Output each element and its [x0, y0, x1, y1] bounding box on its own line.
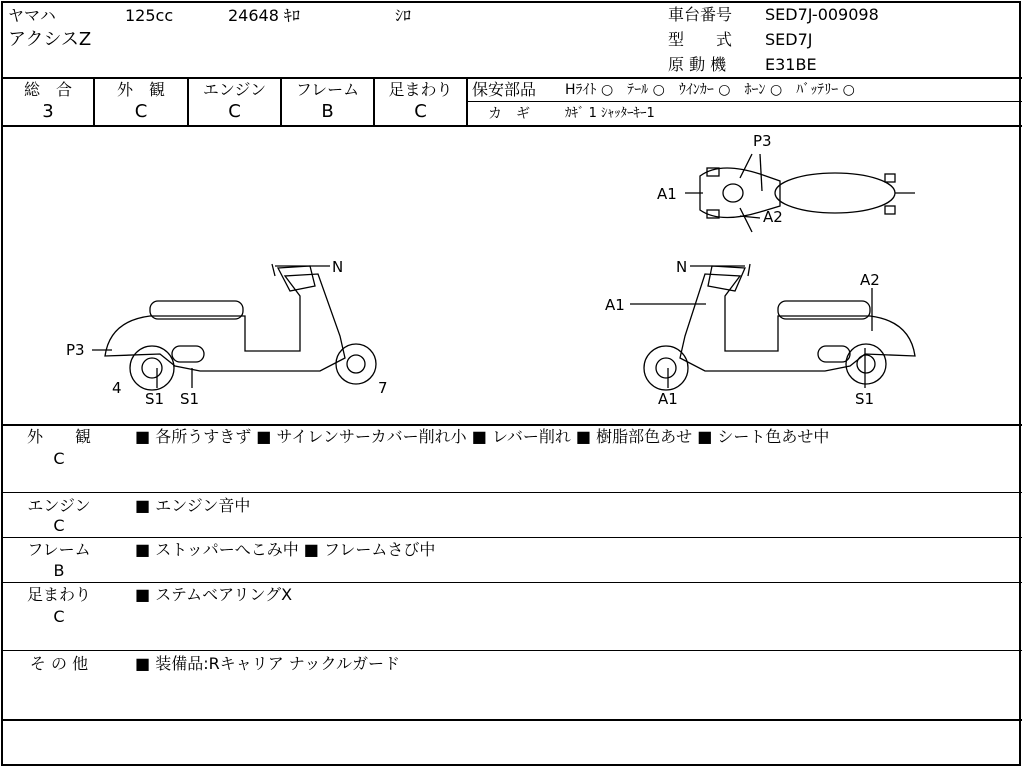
remark-suspension-grade: C [53, 607, 65, 626]
mileage: 24648 ｷﾛ [228, 6, 300, 25]
remark-suspension-label: 足まわり [26, 585, 91, 604]
type-label: 型 式 [668, 30, 733, 49]
label-right-a2: A2 [860, 271, 880, 289]
label-top-a2: A2 [763, 208, 783, 226]
label-right-a1b: A1 [658, 390, 678, 408]
engine-label: 原 動 機 [668, 55, 727, 74]
divider [1, 537, 1022, 538]
safety-label: 保安部品 [472, 80, 537, 99]
divider [467, 101, 1022, 102]
remark-engine-grade: C [53, 516, 65, 535]
remark-frame-grade: B [53, 561, 65, 580]
divider [1, 582, 1022, 583]
remark-exterior-text: ■ 各所うすきず ■ サイレンサーカバー削れ小 ■ レバー削れ ■ 樹脂部色あせ ■ シート色あせ中 [135, 427, 830, 446]
maker: ヤマハ [8, 6, 56, 25]
color: ｼﾛ [395, 6, 412, 25]
label-right-n: N [676, 258, 688, 276]
divider [1, 719, 1022, 721]
remark-engine-label: エンジン [27, 496, 91, 515]
label-left-s1b: S1 [180, 390, 200, 408]
engine-grade: C [228, 101, 241, 122]
frame-grade: B [321, 101, 334, 122]
suspension-grade: C [414, 101, 427, 122]
frame-no-label: 車台番号 [668, 5, 733, 24]
label-right-s1: S1 [855, 390, 875, 408]
scooter-top-view [700, 154, 915, 232]
key-value: ｶｷﾞ 1 ｼｬｯﾀｰｷｰ1 [565, 106, 655, 121]
type-value: SED7J [765, 30, 813, 49]
total-grade: 3 [42, 101, 54, 122]
label-left-4: 4 [112, 379, 122, 397]
displacement: 125cc [125, 6, 174, 25]
safety-items: Hﾗｲﾄ ○ ﾃｰﾙ ○ ｳｲﾝｶｰ ○ ﾎｰﾝ ○ ﾊﾞｯﾃﾘｰ ○ [565, 82, 855, 98]
key-label: カ ギ [488, 106, 530, 122]
total-label: 総 合 [23, 80, 72, 99]
exterior-label: 外 観 [116, 80, 165, 99]
label-left-p3: P3 [66, 341, 85, 359]
remark-frame-label: フレーム [27, 540, 91, 559]
engine-value: E31BE [765, 55, 817, 74]
scooter-left-view [105, 264, 376, 390]
frame-no: SED7J-009098 [765, 5, 879, 24]
divider [1, 492, 1022, 493]
divider [1, 650, 1022, 651]
label-right-a1: A1 [605, 296, 625, 314]
exterior-grade: C [134, 101, 148, 122]
remark-suspension-text: ■ ステムベアリングX [135, 585, 293, 604]
frame-grade-label: フレーム [295, 80, 360, 99]
label-left-n: N [332, 258, 344, 276]
damage-diagram [0, 126, 1024, 426]
label-top-a1: A1 [657, 185, 677, 203]
remark-exterior-label: 外 観 [26, 427, 91, 446]
engine-grade-label: エンジン [202, 80, 267, 99]
remark-other-label: そ の 他 [29, 654, 89, 673]
label-left-7: 7 [378, 379, 388, 397]
remark-frame-text: ■ ストッパーへこみ中 ■ フレームさび中 [135, 540, 436, 559]
model-name: アクシスZ [8, 29, 92, 50]
label-top-p3: P3 [753, 132, 772, 150]
label-left-s1a: S1 [145, 390, 165, 408]
divider [1, 77, 1022, 79]
remark-other-text: ■ 装備品:Rキャリア ナックルガード [135, 654, 400, 673]
remark-engine-text: ■ エンジン音中 [135, 496, 251, 515]
suspension-grade-label: 足まわり [388, 80, 453, 99]
divider [466, 77, 468, 125]
remark-exterior-grade: C [53, 449, 65, 468]
